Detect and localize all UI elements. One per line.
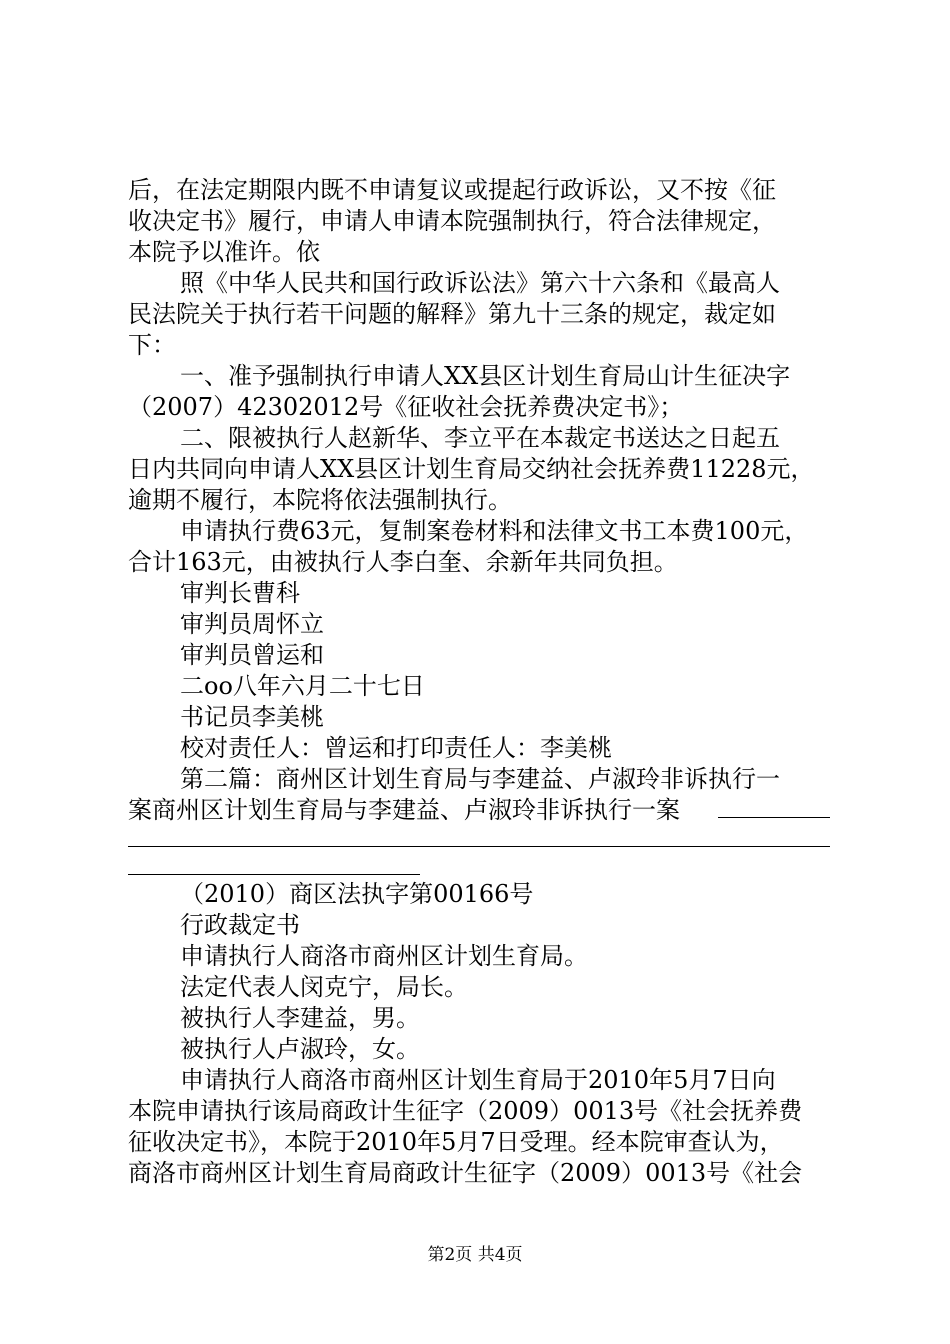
body-line: 申请执行费63元，复制案卷材料和法律文书工本费100元， <box>180 517 809 545</box>
signature-line: 书记员李美桃 <box>180 703 324 731</box>
page-number: 第2页 共4页 <box>427 1245 523 1265</box>
body-line: 收决定书》履行，申请人申请本院强制执行，符合法律规定， <box>128 207 776 235</box>
proofreader-line: 校对责任人：曾运和打印责任人：李美桃 <box>180 734 612 762</box>
signature-line: 审判员周怀立 <box>180 610 324 638</box>
body-line: 申请执行人商洛市商州区计划生育局于2010年5月7日向 <box>180 1066 776 1094</box>
signature-line: 审判长曹科 <box>180 579 300 607</box>
section-heading: 案商州区计划生育局与李建益、卢淑玲非诉执行一案 <box>128 796 680 824</box>
body-line: 申请执行人商洛市商州区计划生育局。 <box>180 942 588 970</box>
section-heading: 第二篇：商州区计划生育局与李建益、卢淑玲非诉执行一 <box>180 765 780 793</box>
body-line: 合计163元，由被执行人李白奎、余新年共同负担。 <box>128 548 678 576</box>
body-line: 本院申请执行该局商政计生征字（2009）0013号《社会抚养费 <box>128 1097 803 1125</box>
body-line: 逾期不履行，本院将依法强制执行。 <box>128 486 512 514</box>
body-line: 后，在法定期限内既不申请复议或提起行政诉讼，又不按《征 <box>128 176 776 204</box>
body-line: 法定代表人闵克宁，局长。 <box>180 973 468 1001</box>
body-line: 下： <box>128 331 176 359</box>
body-line: （2007）42302012号《征收社会抚养费决定书》； <box>128 393 684 421</box>
date-line: 二oo八年六月二十七日 <box>180 672 425 700</box>
body-line: 民法院关于执行若干问题的解释》第九十三条的规定，裁定如 <box>128 300 776 328</box>
body-line: 一、准予强制执行申请人XX县区计划生育局山计生征决字 <box>180 362 791 390</box>
body-line: 被执行人卢淑玲，女。 <box>180 1035 420 1063</box>
underline-fill <box>128 874 420 875</box>
body-line: 日内共同向申请人XX县区计划生育局交纳社会抚养费11228元， <box>128 455 815 483</box>
document-title: 行政裁定书 <box>180 911 300 939</box>
signature-line: 审判员曾运和 <box>180 641 324 669</box>
body-line: 照《中华人民共和国行政诉讼法》第六十六条和《最高人 <box>180 269 780 297</box>
body-line: 征收决定书》，本院于2010年5月7日受理。经本院审查认为， <box>128 1128 784 1156</box>
body-line: 本院予以准许。依 <box>128 238 320 266</box>
body-line: 二、限被执行人赵新华、李立平在本裁定书送达之日起五 <box>180 424 780 452</box>
underline-fill <box>128 846 830 847</box>
case-number: （2010）商区法执字第00166号 <box>180 880 534 908</box>
body-line: 被执行人李建益，男。 <box>180 1004 420 1032</box>
body-line: 商洛市商州区计划生育局商政计生征字（2009）0013号《社会 <box>128 1159 803 1187</box>
underline-fill <box>718 817 830 818</box>
